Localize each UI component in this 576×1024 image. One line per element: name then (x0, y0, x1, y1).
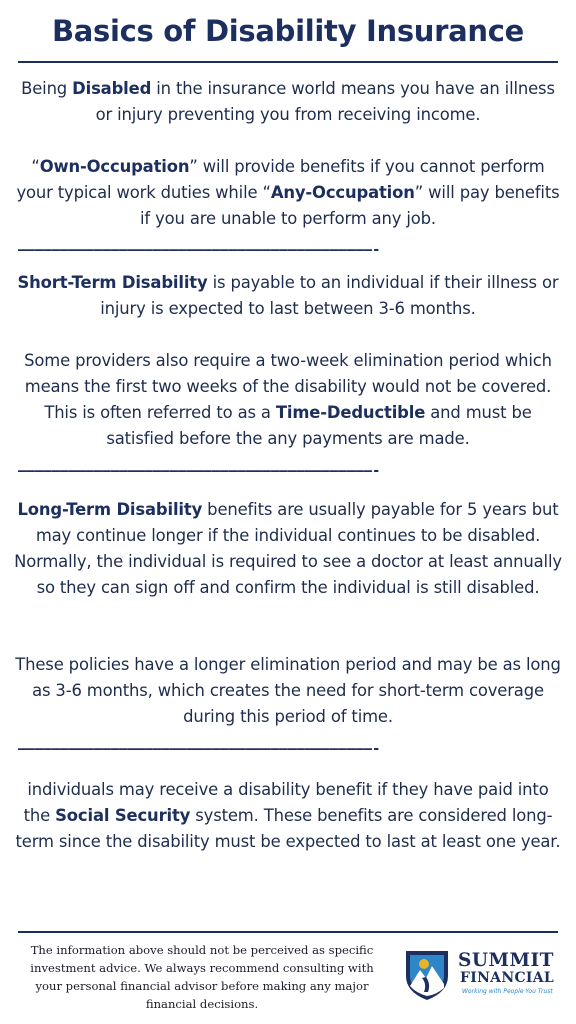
page-title: Basics of Disability Insurance (51, 14, 525, 48)
summit-financial-logo (402, 946, 562, 1004)
elimination-pre: Some providers also require a two-week elimination period which means the first two weeks of the disability would not be covered. This is often referred to as a (24, 351, 552, 422)
section-divider: ——————————————————————————————————————————- (18, 464, 381, 478)
footer-divider (18, 931, 558, 933)
social-security-term: Social Security (55, 806, 191, 825)
disabled-pre: Being (21, 79, 73, 98)
disabled-post: in the insurance world means you have an illness or injury preventing you from receiving income. (95, 79, 555, 124)
occupation-pre: “ (31, 157, 40, 176)
elimination-period-paragraph (12, 348, 564, 452)
logo-name: SUMMIT (458, 950, 554, 971)
social-security-post: system. These benefits are considered long-term since the disability must be expected to last at least one year. (15, 806, 561, 851)
logo-subtitle: FINANCIAL (460, 970, 555, 986)
short-term-text: is payable to an individual if their illness or injury is expected to last between 3-6 months. (100, 273, 559, 318)
disclaimer-text: The information above should not be perceived as specific investment advice. We always recommend consulting with your personal financial advisor before making any major financial decisions. (30, 943, 374, 1011)
logo-tagline: Working with People You Trust (462, 988, 553, 995)
time-deductible-term: Time-Deductible (275, 403, 426, 422)
own-occupation-term: Own-Occupation (39, 157, 190, 176)
elimination-post: and must be satisfied before the any payments are made. (106, 403, 532, 448)
long-term-text: benefits are usually payable for 5 years but may continue longer if the individual continues to be disabled. Normally, the individual is required to see a doctor at least annually so they can sign off and confirm the individual is still disabled. (14, 500, 562, 597)
short-term-term: Short-Term Disability (17, 273, 208, 292)
long-term-term: Long-Term Disability (17, 500, 203, 519)
mountain-shield-icon (402, 948, 452, 1002)
occupation-post: ” will pay benefits if you are unable to perform any job. (140, 183, 560, 228)
title-underline (18, 61, 558, 63)
section-divider: ——————————————————————————————————————————- (18, 243, 381, 257)
social-security-paragraph (12, 777, 564, 855)
disabled-definition (12, 76, 564, 128)
social-security-pre: individuals may receive a disability benefit if they have paid into the (23, 780, 549, 825)
disabled-term: Disabled (72, 79, 152, 98)
long-term-elimination-paragraph: These policies have a longer elimination period and may be as long as 3-6 months, which creates the need for short-term coverage during this period of time. (15, 655, 561, 726)
short-term-definition (12, 270, 564, 322)
occupation-definition (12, 154, 564, 232)
occupation-mid: ” will provide benefits if you cannot perform your typical work duties while “ (16, 157, 545, 202)
long-term-definition (12, 497, 564, 601)
section-divider: ——————————————————————————————————————————- (18, 742, 381, 756)
any-occupation-term: Any-Occupation (270, 183, 415, 202)
